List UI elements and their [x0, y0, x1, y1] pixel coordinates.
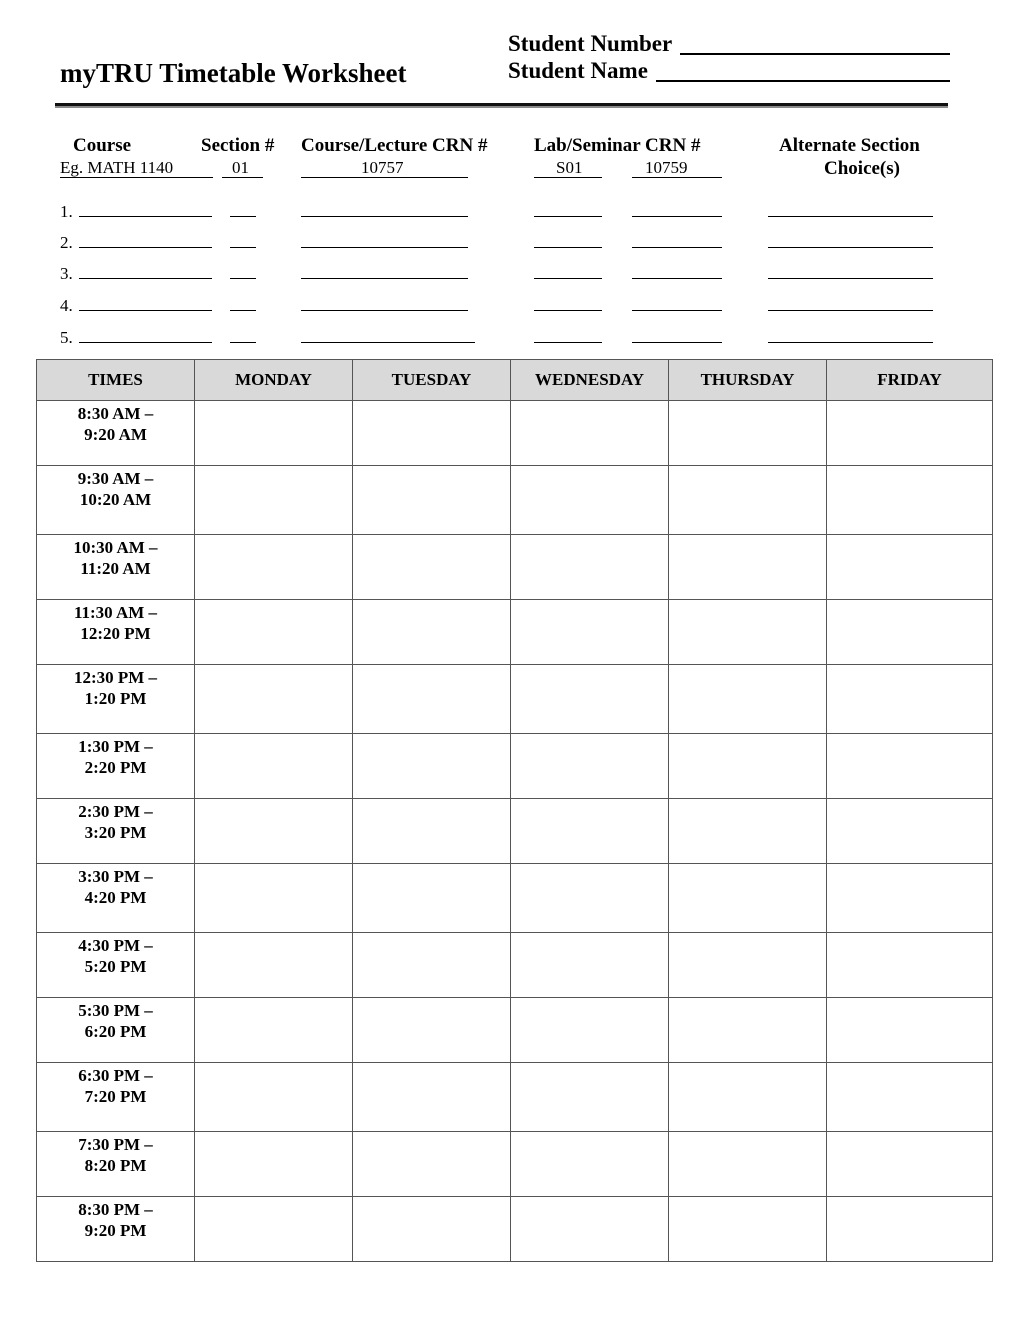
tuesday-slot-cell[interactable]: [353, 665, 511, 734]
lab-section-blank[interactable]: [534, 310, 602, 311]
time-slot-start: 2:30 PM –: [78, 802, 153, 821]
wednesday-slot-cell[interactable]: [511, 933, 669, 998]
thursday-slot-cell[interactable]: [669, 1197, 827, 1262]
lab-section-blank[interactable]: [534, 216, 602, 217]
tuesday-slot-cell[interactable]: [353, 466, 511, 535]
friday-slot-cell[interactable]: [827, 665, 993, 734]
time-slot-end: 10:20 AM: [79, 490, 152, 509]
header-divider: [55, 103, 948, 106]
friday-column-header: FRIDAY: [827, 360, 993, 401]
wednesday-slot-cell[interactable]: [511, 665, 669, 734]
time-slot-label: [37, 1132, 195, 1197]
tuesday-slot-cell[interactable]: [353, 600, 511, 665]
time-slot-label: [37, 466, 195, 535]
time-slot-end: 5:20 PM: [84, 957, 147, 976]
wednesday-slot-cell[interactable]: [511, 1063, 669, 1132]
time-slot-end: 2:20 PM: [84, 758, 147, 777]
lab-section-blank[interactable]: [534, 342, 602, 343]
timetable-header-row: [37, 360, 993, 401]
time-slot-start: 6:30 PM –: [78, 1066, 153, 1085]
times-column-header: TIMES: [37, 360, 195, 401]
monday-slot-cell[interactable]: [195, 799, 353, 864]
example-course-underline: [60, 177, 213, 178]
time-slot-start: 5:30 PM –: [78, 1001, 153, 1020]
row-number: 3.: [60, 264, 73, 283]
example-lab-crn: 10759: [645, 158, 688, 177]
lecture-crn-blank[interactable]: [301, 342, 475, 343]
time-slot-end: 3:20 PM: [84, 823, 147, 842]
table-row: [37, 600, 993, 665]
course-blank[interactable]: [79, 247, 212, 248]
student-name-line[interactable]: [656, 80, 950, 82]
timetable-grid: [36, 359, 993, 1262]
time-slot-end: 6:20 PM: [84, 1022, 147, 1041]
time-slot-label: [37, 998, 195, 1063]
time-slot-label: [37, 600, 195, 665]
tuesday-slot-cell[interactable]: [353, 1197, 511, 1262]
section-blank[interactable]: [230, 310, 256, 311]
time-slot-label: [37, 933, 195, 998]
example-lecture-crn: 10757: [361, 158, 404, 177]
time-slot-end: 9:20 AM: [84, 425, 147, 444]
example-lecture-crn-underline: [301, 177, 468, 178]
table-row: [37, 734, 993, 799]
monday-slot-cell[interactable]: [195, 1132, 353, 1197]
lecture-crn-header: Course/Lecture CRN #: [301, 135, 488, 156]
time-slot-end: 9:20 PM: [84, 1221, 147, 1240]
lecture-crn-blank[interactable]: [301, 278, 468, 279]
tuesday-slot-cell[interactable]: [353, 734, 511, 799]
lecture-crn-blank[interactable]: [301, 247, 468, 248]
thursday-slot-cell[interactable]: [669, 535, 827, 600]
alternate-choice-blank[interactable]: [768, 216, 933, 217]
wednesday-column-header: WEDNESDAY: [511, 360, 669, 401]
time-slot-label: [37, 864, 195, 933]
course-blank[interactable]: [79, 278, 212, 279]
time-slot-end: 8:20 PM: [84, 1156, 147, 1175]
wednesday-slot-cell[interactable]: [511, 401, 669, 466]
monday-slot-cell[interactable]: [195, 998, 353, 1063]
time-slot-start: 12:30 PM –: [73, 668, 158, 687]
table-row: [37, 933, 993, 998]
monday-slot-cell[interactable]: [195, 401, 353, 466]
time-slot-start: 3:30 PM –: [78, 867, 153, 886]
table-row: [37, 1197, 993, 1262]
row-number: 2.: [60, 233, 73, 252]
lecture-crn-blank[interactable]: [301, 310, 468, 311]
table-row: [37, 1132, 993, 1197]
student-name-label: Student Name: [508, 58, 648, 83]
friday-slot-cell[interactable]: [827, 600, 993, 665]
student-name-field[interactable]: [508, 58, 648, 84]
row-number: 5.: [60, 328, 73, 347]
course-blank[interactable]: [79, 342, 212, 343]
example-lab-crn-underline: [632, 177, 722, 178]
tuesday-slot-cell[interactable]: [353, 401, 511, 466]
friday-slot-cell[interactable]: [827, 734, 993, 799]
time-slot-label: [37, 535, 195, 600]
friday-slot-cell[interactable]: [827, 998, 993, 1063]
table-row: [37, 998, 993, 1063]
course-blank[interactable]: [79, 310, 212, 311]
table-row: [37, 466, 993, 535]
wednesday-slot-cell[interactable]: [511, 998, 669, 1063]
tuesday-slot-cell[interactable]: [353, 998, 511, 1063]
tuesday-slot-cell[interactable]: [353, 1132, 511, 1197]
thursday-slot-cell[interactable]: [669, 799, 827, 864]
time-slot-label: [37, 401, 195, 466]
section-blank[interactable]: [230, 247, 256, 248]
friday-slot-cell[interactable]: [827, 535, 993, 600]
friday-slot-cell[interactable]: [827, 466, 993, 535]
thursday-slot-cell[interactable]: [669, 1063, 827, 1132]
time-slot-label: [37, 1063, 195, 1132]
friday-slot-cell[interactable]: [827, 864, 993, 933]
wednesday-slot-cell[interactable]: [511, 535, 669, 600]
section-blank[interactable]: [230, 342, 256, 343]
student-number-field[interactable]: [508, 31, 672, 57]
row-number: 4.: [60, 296, 73, 315]
thursday-slot-cell[interactable]: [669, 1132, 827, 1197]
wednesday-slot-cell[interactable]: [511, 864, 669, 933]
tuesday-slot-cell[interactable]: [353, 799, 511, 864]
section-blank[interactable]: [230, 278, 256, 279]
table-row: [37, 864, 993, 933]
thursday-slot-cell[interactable]: [669, 466, 827, 535]
table-row: [37, 665, 993, 734]
monday-slot-cell[interactable]: [195, 600, 353, 665]
time-slot-start: 1:30 PM –: [78, 737, 153, 756]
lecture-crn-blank[interactable]: [301, 216, 468, 217]
friday-slot-cell[interactable]: [827, 401, 993, 466]
lab-crn-header: Lab/Seminar CRN #: [534, 135, 701, 156]
tuesday-slot-cell[interactable]: [353, 864, 511, 933]
section-blank[interactable]: [230, 216, 256, 217]
wednesday-slot-cell[interactable]: [511, 734, 669, 799]
example-lab-section-underline: [534, 177, 602, 178]
time-slot-start: 7:30 PM –: [78, 1135, 153, 1154]
thursday-slot-cell[interactable]: [669, 998, 827, 1063]
lab-crn-blank[interactable]: [632, 342, 722, 343]
example-section-underline: [222, 177, 263, 178]
alternate-choice-blank[interactable]: [768, 342, 933, 343]
thursday-slot-cell[interactable]: [669, 600, 827, 665]
monday-column-header: MONDAY: [195, 360, 353, 401]
time-slot-start: 8:30 PM –: [78, 1200, 153, 1219]
lab-crn-blank[interactable]: [632, 216, 722, 217]
monday-slot-cell[interactable]: [195, 734, 353, 799]
student-number-line[interactable]: [680, 53, 950, 55]
monday-slot-cell[interactable]: [195, 1197, 353, 1262]
monday-slot-cell[interactable]: [195, 466, 353, 535]
wednesday-slot-cell[interactable]: [511, 1197, 669, 1262]
friday-slot-cell[interactable]: [827, 1132, 993, 1197]
thursday-slot-cell[interactable]: [669, 734, 827, 799]
friday-slot-cell[interactable]: [827, 1197, 993, 1262]
time-slot-end: 7:20 PM: [84, 1087, 147, 1106]
alternate-header-line1: Alternate Section: [779, 135, 920, 156]
table-row: [37, 1063, 993, 1132]
lab-crn-blank[interactable]: [632, 310, 722, 311]
table-row: [37, 535, 993, 600]
monday-slot-cell[interactable]: [195, 535, 353, 600]
wednesday-slot-cell[interactable]: [511, 1132, 669, 1197]
time-slot-label: [37, 799, 195, 864]
wednesday-slot-cell[interactable]: [511, 466, 669, 535]
thursday-slot-cell[interactable]: [669, 401, 827, 466]
table-row: [37, 401, 993, 466]
thursday-column-header: THURSDAY: [669, 360, 827, 401]
time-slot-label: [37, 1197, 195, 1262]
time-slot-start: 11:30 AM –: [73, 603, 158, 622]
monday-slot-cell[interactable]: [195, 864, 353, 933]
alternate-choice-blank[interactable]: [768, 247, 933, 248]
wednesday-slot-cell[interactable]: [511, 799, 669, 864]
lab-crn-blank[interactable]: [632, 247, 722, 248]
example-lab-section: S01: [556, 158, 583, 177]
section-header: Section #: [201, 135, 275, 156]
student-number-label: Student Number: [508, 31, 673, 56]
thursday-slot-cell[interactable]: [669, 933, 827, 998]
friday-slot-cell[interactable]: [827, 933, 993, 998]
example-section: 01: [232, 158, 249, 177]
tuesday-slot-cell[interactable]: [353, 535, 511, 600]
alternate-choice-blank[interactable]: [768, 310, 933, 311]
wednesday-slot-cell[interactable]: [511, 600, 669, 665]
tuesday-slot-cell[interactable]: [353, 933, 511, 998]
time-slot-label: [37, 734, 195, 799]
row-number: 1.: [60, 202, 73, 221]
friday-slot-cell[interactable]: [827, 799, 993, 864]
alternate-choice-blank[interactable]: [768, 278, 933, 279]
tuesday-slot-cell[interactable]: [353, 1063, 511, 1132]
course-header: Course: [73, 135, 132, 156]
lab-crn-blank[interactable]: [632, 278, 722, 279]
lab-section-blank[interactable]: [534, 278, 602, 279]
tuesday-column-header: TUESDAY: [353, 360, 511, 401]
time-slot-label: [37, 665, 195, 734]
thursday-slot-cell[interactable]: [669, 665, 827, 734]
lab-section-blank[interactable]: [534, 247, 602, 248]
monday-slot-cell[interactable]: [195, 665, 353, 734]
course-blank[interactable]: [79, 216, 212, 217]
example-course: Eg. MATH 1140: [60, 158, 174, 177]
monday-slot-cell[interactable]: [195, 1063, 353, 1132]
friday-slot-cell[interactable]: [827, 1063, 993, 1132]
alternate-header-line2: Choice(s): [824, 158, 900, 179]
page-title: myTRU Timetable Worksheet: [60, 58, 407, 88]
time-slot-start: 4:30 PM –: [78, 936, 153, 955]
time-slot-start: 10:30 AM –: [73, 538, 158, 557]
time-slot-end: 11:20 AM: [80, 559, 151, 578]
table-row: [37, 799, 993, 864]
time-slot-end: 4:20 PM: [84, 888, 147, 907]
time-slot-end: 1:20 PM: [84, 689, 147, 708]
time-slot-end: 12:20 PM: [80, 624, 151, 643]
time-slot-start: 8:30 AM –: [77, 404, 154, 423]
monday-slot-cell[interactable]: [195, 933, 353, 998]
thursday-slot-cell[interactable]: [669, 864, 827, 933]
time-slot-start: 9:30 AM –: [77, 469, 154, 488]
